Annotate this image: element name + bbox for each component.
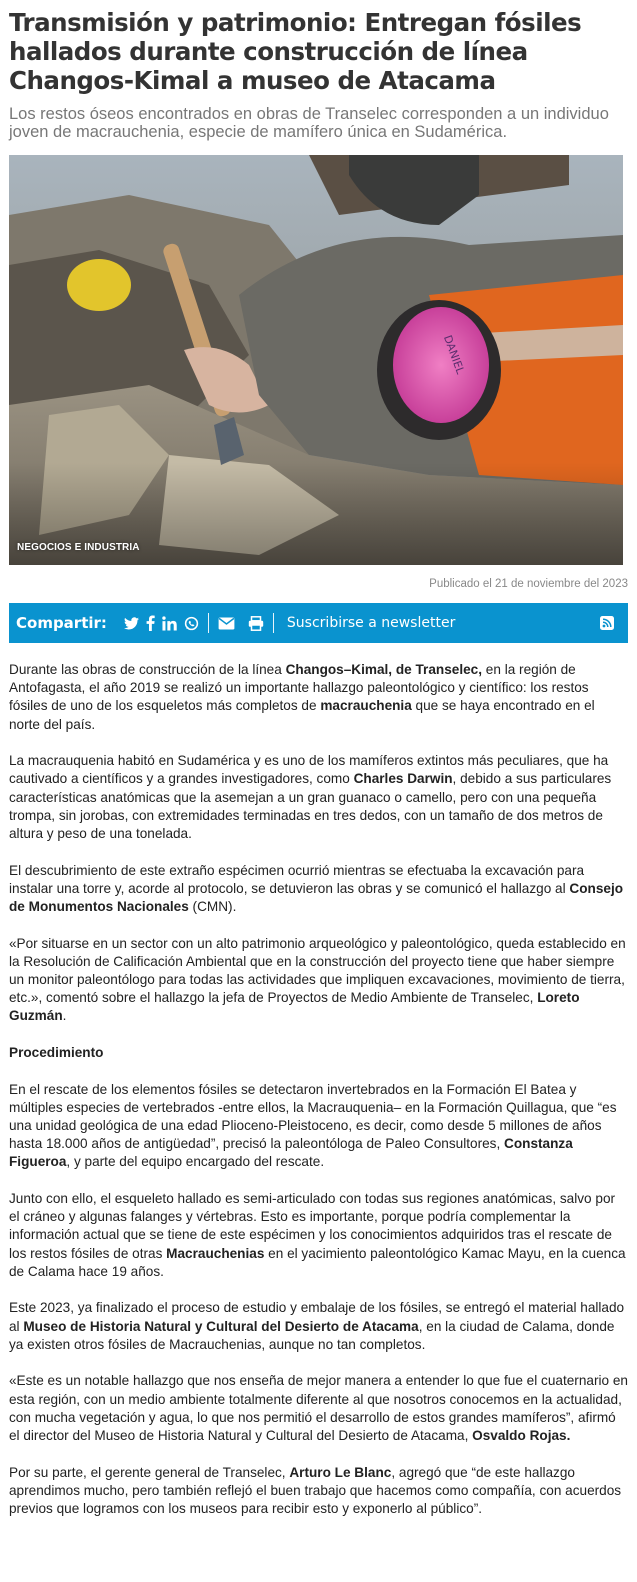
paragraph: Por su parte, el gerente general de Transelec, Arturo Le Blanc, agregó que “de este hallazgo aprendimos mucho, pero también reflejó el buen trabajo que hacemos como compañía, con acuerdos previos que logramos con los museos para recibir esto y exponerlo al público”. [9,1464,622,1517]
share-divider [208,613,209,633]
article-subtitle: Los restos óseos encontrados en obras de Transelec corresponden a un individuo joven de macrauchenia, especie de mamífero única en Sudamérica. [9,105,609,141]
publish-date: Publicado el 21 de noviembre del 2023 [429,578,628,590]
rss-icon[interactable] [600,616,614,630]
whatsapp-icon[interactable] [184,616,199,631]
share-bar [9,603,628,643]
paragraph: El descubrimiento de este extraño espécimen ocurrió mientras se efectuaba la excavación para instalar una torre y, acorde al protocolo, se detuvieron las obras y se comunicó el hallazgo al Consejo de Monumentos Nacionales (CMN). [9,862,624,915]
paragraph: En el rescate de los elementos fósiles se detectaron invertebrados en la Formación El Batea y múltiples especies de vertebrados -entre ellos, la Macrauquenia– en la Formación Quillagua, que “es una unidad geológica de una edad Plioceno-Pleistoceno, es decir, como desde 5 millones de años hasta 18.000 años de antigüedad”, precisó la paleontóloga de Paleo Consultores, Constanza Figueroa, y parte del equipo encargado del rescate. [9,1081,617,1170]
paragraph: «Por situarse en un sector con un alto patrimonio arqueológico y paleontológico, queda establecido en la Resolución de Calificación Ambiental que en la construcción del proyecto tiene que haber siempre un monitor paleontólogo para todas las actividades que impliquen excavaciones, movimiento de tierra, etc.», comentó sobre el hallazgo la jefa de Proyectos de Medio Ambiente de Transelec, Loreto Guzmán. [9,935,626,1024]
twitter-icon[interactable] [124,617,139,630]
paragraph: Durante las obras de construcción de la línea Changos–Kimal, de Transelec, en la región de Antofagasta, el año 2019 se realizó un importante hallazgo paleontológico y científico: los restos fósiles de uno de los esqueletos más completos de macrauchenia que se haya encontrado en el norte del país. [9,662,595,732]
share-divider-2 [273,613,274,633]
email-icon[interactable] [218,617,235,630]
facebook-icon[interactable] [146,615,155,631]
category-label[interactable]: NEGOCIOS E INDUSTRIA [17,542,140,553]
article-title: Transmisión y patrimonio: Entregan fósiles hallados durante construcción de línea Changos-Kimal a museo de Atacama [9,8,582,95]
article-container [0,8,637,1518]
article-body [9,661,628,1518]
newsletter-link[interactable]: Suscribirse a newsletter [286,615,456,631]
paragraph: Junto con ello, el esqueleto hallado es semi-articulado con todas sus regiones anatómicas, salvo por el cráneo y algunas falanges y vértebras. Esto es importante, porque podría complementar la información actual que se tiene de este espécimen y los conocimientos adquiridos tras el rescate de los restos fósiles de otras Macrauchenias en el yacimiento paleontológico Kamac Mayu, en la cuenca de Calama hace 19 años. [9,1191,626,1279]
hero-photo [9,155,623,565]
share-label: Compartir: [16,614,107,632]
print-icon[interactable] [248,616,264,631]
paragraph: «Este es un notable hallazgo que nos enseña de mejor manera a entender lo que fue el cuaternario en esta región, con un medio ambiente totalmente diferente al que nosotros conocemos en la actualidad, con mucha vegetación y agua, lo que nos permitió el desarrollo de estos grandes mamíferos”, afirmó el director del Museo de Historia Natural y Cultural del Desierto de Atacama, Osvaldo Rojas. [9,1373,628,1444]
paragraph: Este 2023, ya finalizado el proceso de estudio y embalaje de los fósiles, se entregó el material hallado al Museo de Historia Natural y Cultural del Desierto de Atacama, en la ciudad de Calama, donde ya existen otros fósiles de Macrauchenias, aunque no tan completos. [9,1300,625,1352]
linkedin-icon[interactable] [162,616,177,631]
section-heading: Procedimiento [9,1045,104,1061]
paragraph: La macrauquenia habitó en Sudamérica y es uno de los mamíferos extintos más peculiares, que ha cautivado a científicos y a grandes investigadores, como Charles Darwin, debido a sus particulares características anatómicas que la asemejan a un gran guanaco o camello, pero con una pequeña trompa, sin jorobas, con extremidades terminadas en tres dedos, con un tamaño de dos metros de altura y peso de una tonelada. [9,753,612,842]
excavation-photo [9,155,623,565]
